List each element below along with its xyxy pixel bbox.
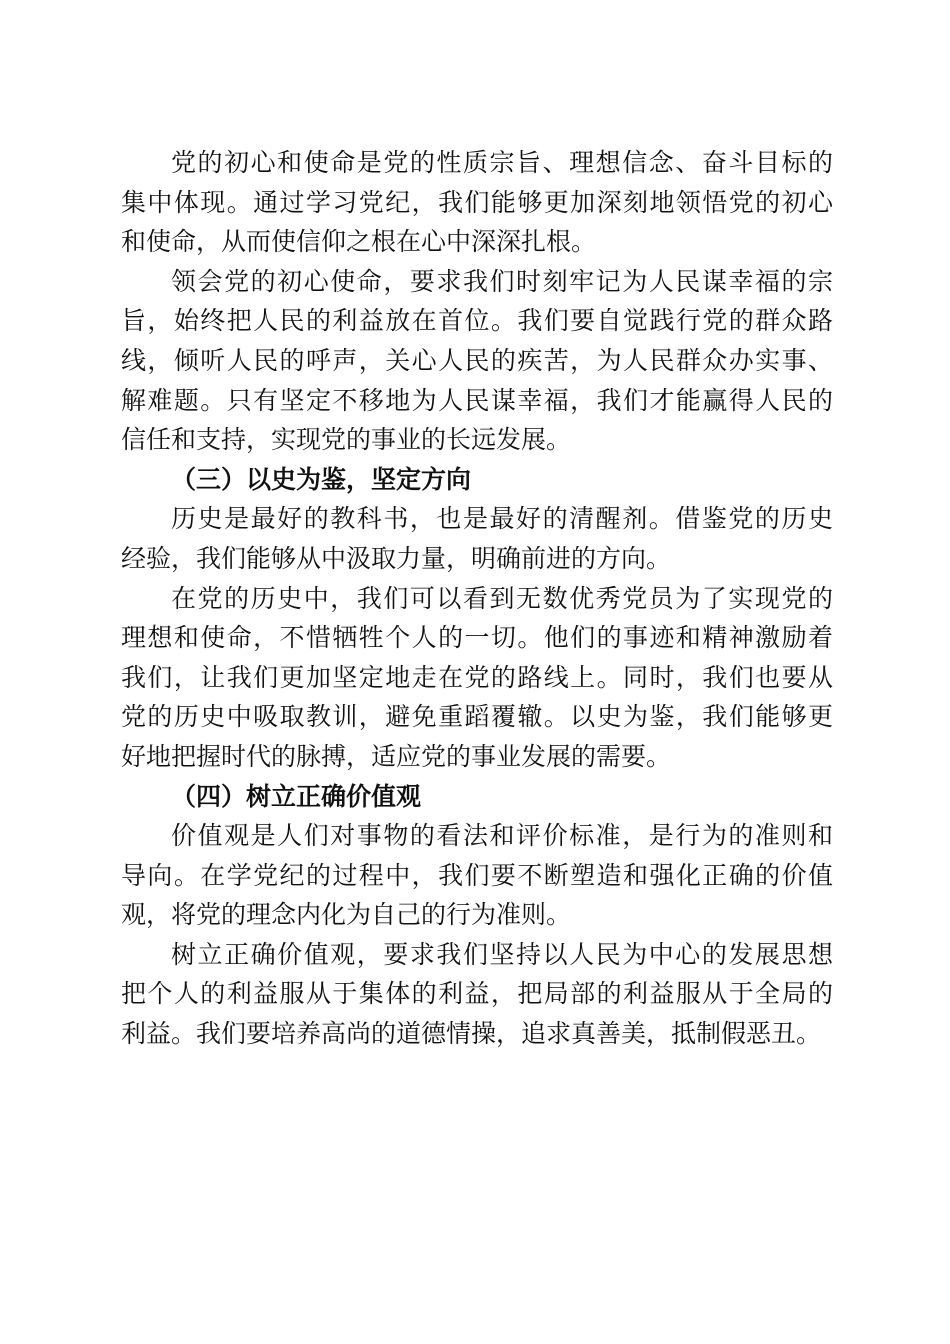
text-line: 导向。在学党纪的过程中，我们要不断塑造和强化正确的价值 bbox=[121, 860, 833, 890]
text-line: 线，倾听人民的呼声，关心人民的疾苦，为人民群众办实事、 bbox=[121, 345, 833, 375]
text-line: 集中体现。通过学习党纪，我们能够更加深刻地领悟党的初心 bbox=[121, 187, 833, 217]
paragraph bbox=[121, 143, 833, 262]
text-line: 观，将党的理念内化为自己的行为准则。 bbox=[121, 900, 572, 930]
text-line: 经验，我们能够从中汲取力量，明确前进的方向。 bbox=[121, 543, 672, 573]
heading-text: （四）树立正确价值观 bbox=[171, 781, 422, 811]
paragraph bbox=[121, 262, 833, 460]
text-line: 信任和支持，实现党的事业的长远发展。 bbox=[121, 425, 572, 455]
paragraph bbox=[121, 935, 833, 1054]
text-line: 在党的历史中，我们可以看到无数优秀党员为了实现党的 bbox=[171, 583, 833, 613]
text-line: 好地把握时代的脉搏，适应党的事业发展的需要。 bbox=[121, 741, 672, 771]
paragraph bbox=[121, 816, 833, 935]
text-line: 历史是最好的教科书，也是最好的清醒剂。借鉴党的历史 bbox=[171, 504, 833, 534]
text-line: 党的历史中吸取教训，避免重蹈覆辙。以史为鉴，我们能够更 bbox=[121, 702, 833, 732]
paragraph bbox=[121, 579, 833, 777]
section-heading bbox=[121, 460, 833, 500]
heading-text: （三）以史为鉴，坚定方向 bbox=[171, 464, 472, 494]
text-line: 领会党的初心使命，要求我们时刻牢记为人民谋幸福的宗 bbox=[171, 266, 833, 296]
text-line: 和使命，从而使信仰之根在心中深深扎根。 bbox=[121, 227, 597, 257]
text-line: 利益。我们要培养高尚的道德情操，追求真善美，抵制假恶丑。 bbox=[121, 1019, 822, 1049]
text-line: 把个人的利益服从于集体的利益，把局部的利益服从于全局的 bbox=[121, 979, 833, 1009]
text-line: 价值观是人们对事物的看法和评价标准，是行为的准则和 bbox=[171, 821, 833, 851]
text-line: 我们，让我们更加坚定地走在党的路线上。同时，我们也要从 bbox=[121, 662, 833, 692]
text-line: 旨，始终把人民的利益放在首位。我们要自觉践行党的群众路 bbox=[121, 306, 833, 336]
document-body bbox=[121, 143, 833, 1054]
text-line: 树立正确价值观，要求我们坚持以人民为中心的发展思想 bbox=[171, 939, 833, 969]
text-line: 理想和使命，不惜牺牲个人的一切。他们的事迹和精神激励着 bbox=[121, 623, 833, 653]
section-heading bbox=[121, 777, 833, 817]
text-line: 党的初心和使命是党的性质宗旨、理想信念、奋斗目标的 bbox=[171, 148, 833, 177]
text-line: 解难题。只有坚定不移地为人民谋幸福，我们才能赢得人民的 bbox=[121, 385, 833, 415]
paragraph bbox=[121, 499, 833, 578]
